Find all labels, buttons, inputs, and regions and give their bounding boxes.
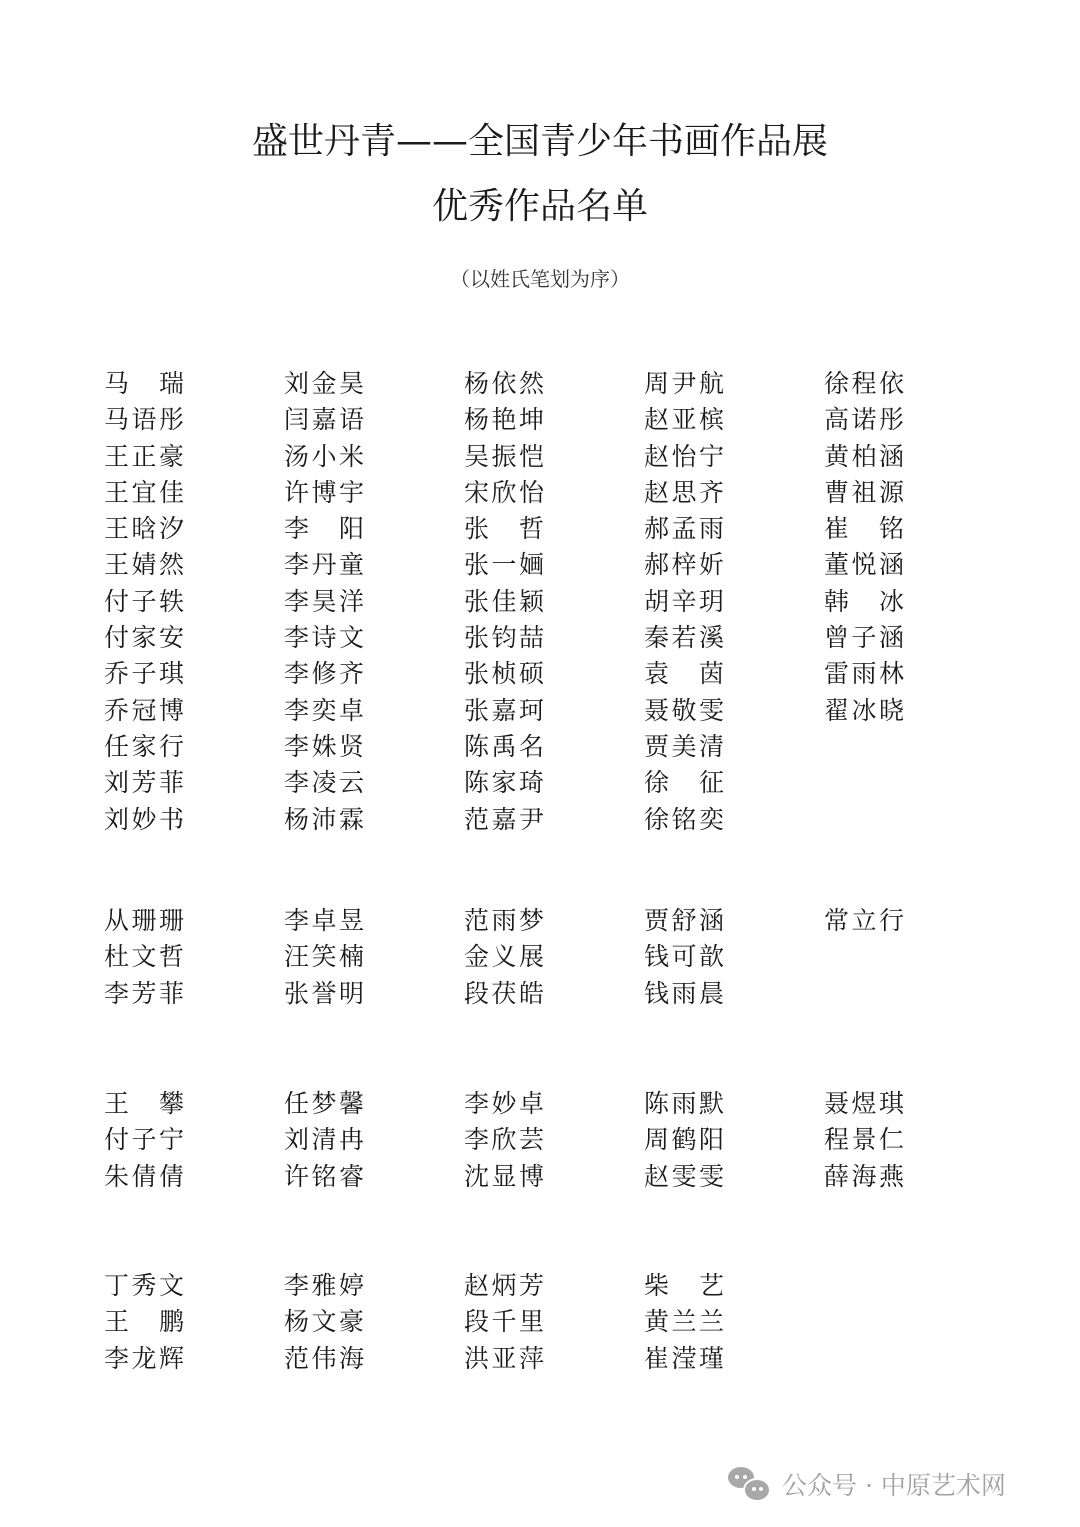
list-item: 李 雅 婷 <box>284 1271 364 1300</box>
list-item: 刘 清 冉 <box>284 1125 364 1155</box>
name-column <box>284 903 464 1012</box>
list-item: 李 修 齐 <box>284 659 364 689</box>
list-item: 李 奕 卓 <box>284 695 364 725</box>
list-item: 付 家 安 <box>104 623 184 653</box>
list-item: 曹 祖 源 <box>824 477 904 507</box>
list-item: 许 铭 睿 <box>284 1161 364 1191</box>
name-column <box>464 903 644 1012</box>
list-item: 赵 雯 雯 <box>644 1161 724 1191</box>
list-item: 闫 嘉 语 <box>284 405 364 435</box>
name-column <box>644 903 824 1012</box>
list-item: 付 子 轶 <box>104 586 184 616</box>
name-column <box>824 1086 1004 1195</box>
list-item: 张 一 婳 <box>464 550 544 580</box>
name-column <box>104 366 284 838</box>
list-item: 许 博 宇 <box>284 477 364 507</box>
list-item: 李 阳 <box>284 514 364 544</box>
list-item: 赵 炳 芳 <box>464 1271 544 1300</box>
list-item: 赵 亚 槟 <box>644 405 724 435</box>
list-item: 程 景 仁 <box>824 1125 904 1155</box>
list-item: 周 尹 航 <box>644 369 724 398</box>
list-item: 李 欣 芸 <box>464 1125 544 1155</box>
list-item: 钱 雨 晨 <box>644 978 724 1008</box>
list-item: 杨 依 然 <box>464 369 544 398</box>
list-item: 翟 冰 晓 <box>824 695 904 725</box>
list-item: 乔 冠 博 <box>104 695 184 725</box>
list-item: 任 家 行 <box>104 731 184 761</box>
name-section-3 <box>104 1086 1004 1195</box>
list-item: 杨 沛 霖 <box>284 804 364 834</box>
list-item: 吴 振 恺 <box>464 441 544 471</box>
name-column <box>644 1268 824 1377</box>
name-column <box>284 1086 464 1195</box>
name-column <box>644 366 824 838</box>
list-item: 马 语 彤 <box>104 405 184 435</box>
list-item: 沈 显 博 <box>464 1161 544 1191</box>
list-item: 崔 铭 <box>824 514 904 544</box>
list-item: 韩 冰 <box>824 586 904 616</box>
name-column <box>644 1086 824 1195</box>
name-column <box>464 366 644 838</box>
name-column <box>464 1268 644 1377</box>
name-section-2 <box>104 903 1004 1012</box>
list-item: 聂 煜 琪 <box>824 1089 904 1118</box>
wechat-icon <box>728 1467 770 1501</box>
name-column <box>104 1268 284 1377</box>
list-item: 汪 笑 楠 <box>284 942 364 972</box>
list-item: 王 晗 汐 <box>104 514 184 544</box>
list-item: 杜 文 哲 <box>104 942 184 972</box>
list-item: 薛 海 燕 <box>824 1161 904 1191</box>
list-item: 宋 欣 怡 <box>464 477 544 507</box>
page-subtitle: 优秀作品名单 <box>431 186 648 227</box>
list-item: 王 正 豪 <box>104 441 184 471</box>
list-item: 范 伟 海 <box>284 1343 364 1373</box>
list-item: 胡 辛 玥 <box>644 586 724 616</box>
list-item: 贾 美 清 <box>644 731 724 761</box>
name-column <box>464 1086 644 1195</box>
list-item: 常 立 行 <box>824 906 904 935</box>
list-item: 周 鹤 阳 <box>644 1125 724 1155</box>
list-item: 赵 怡 宁 <box>644 441 724 471</box>
list-item: 任 梦 馨 <box>284 1089 364 1118</box>
list-item: 李 卓 昱 <box>284 906 364 935</box>
list-item: 钱 可 歆 <box>644 942 724 972</box>
list-item: 陈 禹 名 <box>464 731 544 761</box>
list-item: 段 茯 皓 <box>464 978 544 1008</box>
list-item: 汤 小 米 <box>284 441 364 471</box>
list-item: 李 龙 辉 <box>104 1343 184 1373</box>
list-item: 徐 征 <box>644 768 724 798</box>
list-item: 金 义 展 <box>464 942 544 972</box>
list-item: 李 昊 洋 <box>284 586 364 616</box>
list-item: 张 誉 明 <box>284 978 364 1008</box>
list-item: 刘 芳 菲 <box>104 768 184 798</box>
list-item: 陈 雨 默 <box>644 1089 724 1118</box>
list-item: 徐 铭 奕 <box>644 804 724 834</box>
list-item: 张 桢 硕 <box>464 659 544 689</box>
list-item: 李 芳 菲 <box>104 978 184 1008</box>
name-column <box>284 1268 464 1377</box>
list-item: 王 婧 然 <box>104 550 184 580</box>
list-item: 赵 思 齐 <box>644 477 724 507</box>
list-item: 洪 亚 萍 <box>464 1343 544 1373</box>
name-section-4 <box>104 1268 1004 1377</box>
list-item: 杨 文 豪 <box>284 1307 364 1337</box>
list-item: 李 凌 云 <box>284 768 364 798</box>
name-column <box>104 903 284 1012</box>
footer-watermark <box>728 1464 1006 1504</box>
list-item: 马 瑞 <box>104 369 184 398</box>
list-item: 崔 滢 瑾 <box>644 1343 724 1373</box>
list-item: 刘 妙 书 <box>104 804 184 834</box>
list-item: 朱 倩 倩 <box>104 1161 184 1191</box>
list-item: 李 丹 童 <box>284 550 364 580</box>
list-item: 乔 子 琪 <box>104 659 184 689</box>
list-item: 从 珊 珊 <box>104 906 184 935</box>
list-item: 董 悦 涵 <box>824 550 904 580</box>
list-item: 段 千 里 <box>464 1307 544 1337</box>
name-section-1 <box>104 366 1004 838</box>
list-item: 郝 梓 妡 <box>644 550 724 580</box>
list-item: 黄 兰 兰 <box>644 1307 724 1337</box>
list-item: 贾 舒 涵 <box>644 906 724 935</box>
name-column <box>824 903 1004 1012</box>
list-item: 王 鹏 <box>104 1307 184 1337</box>
name-column <box>824 366 1004 838</box>
list-item: 李 妙 卓 <box>464 1089 544 1118</box>
list-item: 黄 柏 涵 <box>824 441 904 471</box>
list-item: 郝 孟 雨 <box>644 514 724 544</box>
list-item: 范 雨 梦 <box>464 906 544 935</box>
list-item: 刘 金 昊 <box>284 369 364 398</box>
list-item: 曾 子 涵 <box>824 623 904 653</box>
footer-label: 公众号 · 中原艺术网 <box>782 1471 1006 1500</box>
name-column <box>284 366 464 838</box>
list-item: 聂 敬 雯 <box>644 695 724 725</box>
list-item: 徐 程 依 <box>824 369 904 398</box>
list-item: 张 钧 喆 <box>464 623 544 653</box>
list-item: 李 姝 贤 <box>284 731 364 761</box>
list-item: 王 宜 佳 <box>104 477 184 507</box>
list-item: 丁 秀 文 <box>104 1271 184 1300</box>
page-title: 盛世丹青——全国青少年书画作品展 <box>251 121 828 162</box>
list-item: 付 子 宁 <box>104 1125 184 1155</box>
list-item: 秦 若 溪 <box>644 623 724 653</box>
list-item: 袁 茵 <box>644 659 724 689</box>
list-item: 高 诺 彤 <box>824 405 904 435</box>
list-item: 柴 艺 <box>644 1271 724 1300</box>
list-item: 陈 家 琦 <box>464 768 544 798</box>
ordering-note: （以姓氏笔划为序） <box>450 267 630 291</box>
list-item: 杨 艳 坤 <box>464 405 544 435</box>
list-item: 张 佳 颖 <box>464 586 544 616</box>
list-item: 李 诗 文 <box>284 623 364 653</box>
list-item: 王 攀 <box>104 1089 184 1118</box>
name-column <box>104 1086 284 1195</box>
list-item: 雷 雨 林 <box>824 659 904 689</box>
list-item: 张 嘉 珂 <box>464 695 544 725</box>
list-item: 张 哲 <box>464 514 544 544</box>
list-item: 范 嘉 尹 <box>464 804 544 834</box>
